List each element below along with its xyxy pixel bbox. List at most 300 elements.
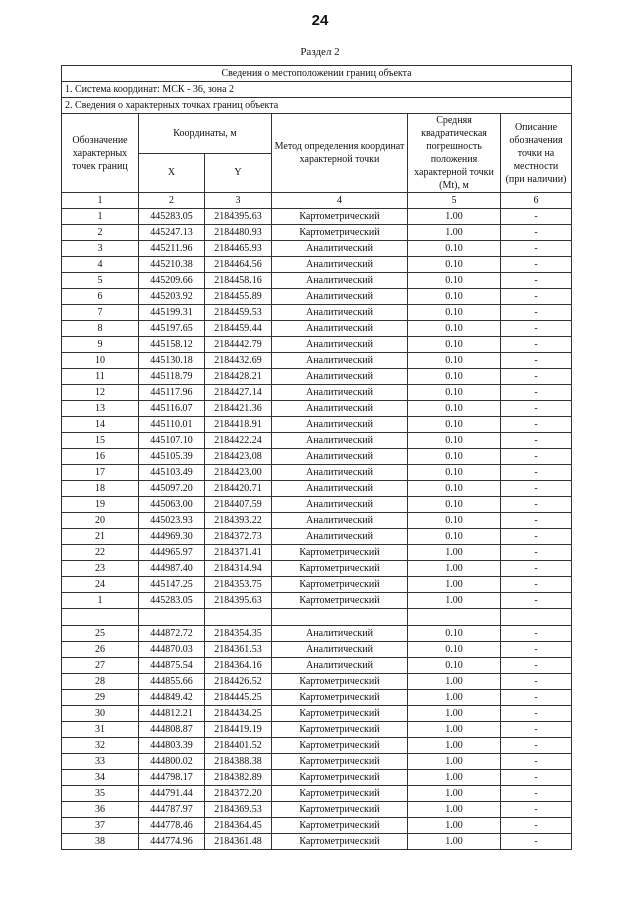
cell-error: 1.00	[408, 577, 501, 593]
cell-method: Аналитический	[272, 449, 408, 465]
cell-error: 0.10	[408, 626, 501, 642]
cell-coord-y: 2184393.22	[205, 513, 272, 529]
cell-point-id: 25	[62, 626, 139, 642]
cell-description: -	[501, 401, 572, 417]
cell-coord-x: 444870.03	[139, 642, 205, 658]
cell-error: 1.00	[408, 722, 501, 738]
cell-coord-y: 2184361.53	[205, 642, 272, 658]
cell-coord-x: 445118.79	[139, 369, 205, 385]
cell-coord-x: 445130.18	[139, 353, 205, 369]
cell-error: 1.00	[408, 209, 501, 225]
cell-coord-y: 2184388.38	[205, 754, 272, 770]
cell-point-id: 36	[62, 802, 139, 818]
table-row	[62, 818, 572, 834]
cell-method: Картометрический	[272, 802, 408, 818]
cell-description: -	[501, 353, 572, 369]
cell-coord-x: 444791.44	[139, 786, 205, 802]
cell-coord-x: 445283.05	[139, 209, 205, 225]
cell-error: 0.10	[408, 513, 501, 529]
cell-description: -	[501, 241, 572, 257]
cell-point-id: 23	[62, 561, 139, 577]
cell-description: -	[501, 690, 572, 706]
cell-point-id: 4	[62, 257, 139, 273]
cell-coord-x: 444987.40	[139, 561, 205, 577]
cell-coord-x: 444969.30	[139, 529, 205, 545]
table-row	[62, 577, 572, 593]
table-row	[62, 209, 572, 225]
cell-error: 0.10	[408, 289, 501, 305]
cell-description: -	[501, 529, 572, 545]
table-row	[62, 417, 572, 433]
cell-error: 0.10	[408, 481, 501, 497]
cell-point-id: 7	[62, 305, 139, 321]
table-row	[62, 626, 572, 642]
table-row	[62, 305, 572, 321]
cell-method: Аналитический	[272, 497, 408, 513]
page-number: 24	[311, 12, 329, 29]
cell-point-id: 37	[62, 818, 139, 834]
cell-error: 0.10	[408, 321, 501, 337]
cell-point-id: 5	[62, 273, 139, 289]
cell-coord-x: 445147.25	[139, 577, 205, 593]
cell-method: Картометрический	[272, 706, 408, 722]
column-number-row	[62, 193, 572, 209]
cell-coord-x: 445117.96	[139, 385, 205, 401]
cell-coord-x	[139, 609, 205, 626]
cell-method: Аналитический	[272, 465, 408, 481]
cell-coord-x: 445283.05	[139, 593, 205, 609]
cell-point-id	[62, 609, 139, 626]
cell-description: -	[501, 433, 572, 449]
table-row	[62, 738, 572, 754]
cell-coord-y: 2184423.08	[205, 449, 272, 465]
coordinate-system: 1. Система координат: МСК - 36, зона 2	[62, 82, 572, 98]
cell-coord-y: 2184395.63	[205, 593, 272, 609]
table-row	[62, 786, 572, 802]
cell-coord-x: 444778.46	[139, 818, 205, 834]
cell-coord-y: 2184314.94	[205, 561, 272, 577]
cell-point-id: 26	[62, 642, 139, 658]
cell-error: 1.00	[408, 738, 501, 754]
cell-error: 1.00	[408, 690, 501, 706]
cell-coord-x: 445110.01	[139, 417, 205, 433]
cell-error: 1.00	[408, 802, 501, 818]
cell-method: Картометрический	[272, 209, 408, 225]
cell-description: -	[501, 305, 572, 321]
cell-point-id: 11	[62, 369, 139, 385]
cell-coord-y: 2184418.91	[205, 417, 272, 433]
cell-coord-y: 2184455.89	[205, 289, 272, 305]
cell-point-id: 16	[62, 449, 139, 465]
cell-coord-y: 2184371.41	[205, 545, 272, 561]
cell-point-id: 17	[62, 465, 139, 481]
cell-point-id: 28	[62, 674, 139, 690]
cell-coord-y: 2184421.36	[205, 401, 272, 417]
cell-coord-x: 444808.87	[139, 722, 205, 738]
cell-error: 0.10	[408, 257, 501, 273]
cell-error: 0.10	[408, 642, 501, 658]
table-row	[62, 609, 572, 626]
table-row	[62, 802, 572, 818]
cell-method: Аналитический	[272, 369, 408, 385]
cell-point-id: 30	[62, 706, 139, 722]
cell-error: 0.10	[408, 305, 501, 321]
cell-error: 0.10	[408, 449, 501, 465]
cell-point-id: 12	[62, 385, 139, 401]
cell-coord-x: 445063.00	[139, 497, 205, 513]
cell-coord-x: 445210.38	[139, 257, 205, 273]
cell-coord-x: 445209.66	[139, 273, 205, 289]
cell-error: 0.10	[408, 465, 501, 481]
cell-description: -	[501, 561, 572, 577]
cell-description: -	[501, 337, 572, 353]
cell-coord-y: 2184434.25	[205, 706, 272, 722]
cell-description: -	[501, 802, 572, 818]
cell-description: -	[501, 225, 572, 241]
cell-method: Аналитический	[272, 305, 408, 321]
column-number: 5	[408, 193, 501, 209]
cell-coord-y: 2184428.21	[205, 369, 272, 385]
table-row	[62, 481, 572, 497]
table-row	[62, 241, 572, 257]
table-row	[62, 754, 572, 770]
cell-method: Аналитический	[272, 417, 408, 433]
cell-coord-y: 2184364.45	[205, 818, 272, 834]
cell-method: Аналитический	[272, 257, 408, 273]
cell-point-id: 18	[62, 481, 139, 497]
cell-method: Аналитический	[272, 337, 408, 353]
cell-error: 1.00	[408, 818, 501, 834]
cell-description: -	[501, 593, 572, 609]
cell-point-id: 6	[62, 289, 139, 305]
table-row	[62, 658, 572, 674]
table-row	[62, 593, 572, 609]
cell-point-id: 9	[62, 337, 139, 353]
cell-description: -	[501, 626, 572, 642]
cell-coord-y	[205, 609, 272, 626]
cell-coord-y: 2184427.14	[205, 385, 272, 401]
cell-method: Картометрический	[272, 786, 408, 802]
cell-coord-y: 2184432.69	[205, 353, 272, 369]
cell-point-id: 19	[62, 497, 139, 513]
cell-point-id: 31	[62, 722, 139, 738]
cell-method: Аналитический	[272, 321, 408, 337]
cell-coord-y: 2184361.48	[205, 834, 272, 850]
table-row	[62, 369, 572, 385]
cell-coord-y: 2184464.56	[205, 257, 272, 273]
cell-coord-y: 2184445.25	[205, 690, 272, 706]
column-number: 6	[501, 193, 572, 209]
cell-method: Картометрический	[272, 545, 408, 561]
table-row	[62, 385, 572, 401]
cell-coord-x: 445107.10	[139, 433, 205, 449]
cell-coord-y: 2184426.52	[205, 674, 272, 690]
cell-coord-y: 2184459.53	[205, 305, 272, 321]
cell-description: -	[501, 513, 572, 529]
cell-method: Картометрический	[272, 738, 408, 754]
cell-error: 0.10	[408, 497, 501, 513]
cell-description: -	[501, 369, 572, 385]
cell-error: 1.00	[408, 674, 501, 690]
header-error: Средняя квадратическая погрешность положения характерной точки (Mt), м	[408, 114, 501, 193]
table-row	[62, 834, 572, 850]
cell-error: 0.10	[408, 417, 501, 433]
cell-coord-x: 445116.07	[139, 401, 205, 417]
cell-coord-x: 444812.21	[139, 706, 205, 722]
cell-coord-y: 2184354.35	[205, 626, 272, 642]
header-method: Метод определения координат характерной точки	[272, 114, 408, 193]
cell-coord-x: 444798.17	[139, 770, 205, 786]
column-number: 3	[205, 193, 272, 209]
cell-description: -	[501, 481, 572, 497]
cell-coord-y: 2184459.44	[205, 321, 272, 337]
cell-description	[501, 609, 572, 626]
cell-method: Картометрический	[272, 818, 408, 834]
cell-description: -	[501, 209, 572, 225]
cell-method: Картометрический	[272, 577, 408, 593]
cell-coord-x: 444872.72	[139, 626, 205, 642]
cell-error: 0.10	[408, 385, 501, 401]
cell-coord-x: 444800.02	[139, 754, 205, 770]
table-row	[62, 321, 572, 337]
table-row	[62, 674, 572, 690]
cell-coord-x: 445197.65	[139, 321, 205, 337]
cell-point-id: 1	[62, 593, 139, 609]
cell-point-id: 32	[62, 738, 139, 754]
cell-point-id: 29	[62, 690, 139, 706]
cell-point-id: 34	[62, 770, 139, 786]
cell-method: Аналитический	[272, 626, 408, 642]
cell-method: Аналитический	[272, 433, 408, 449]
table-row	[62, 529, 572, 545]
cell-coord-x: 445158.12	[139, 337, 205, 353]
table-row	[62, 289, 572, 305]
cell-point-id: 27	[62, 658, 139, 674]
cell-description: -	[501, 834, 572, 850]
table-row	[62, 706, 572, 722]
cell-method: Картометрический	[272, 593, 408, 609]
table-title: Сведения о местоположении границ объекта	[62, 66, 572, 82]
table-row	[62, 722, 572, 738]
cell-point-id: 3	[62, 241, 139, 257]
cell-error: 1.00	[408, 770, 501, 786]
cell-coord-x: 445247.13	[139, 225, 205, 241]
cell-description: -	[501, 385, 572, 401]
cell-description: -	[501, 786, 572, 802]
cell-point-id: 10	[62, 353, 139, 369]
cell-coord-x: 444849.42	[139, 690, 205, 706]
cell-coord-x: 444875.54	[139, 658, 205, 674]
cell-coord-x: 445203.92	[139, 289, 205, 305]
cell-error: 0.10	[408, 337, 501, 353]
cell-coord-y: 2184480.93	[205, 225, 272, 241]
table-row	[62, 770, 572, 786]
cell-error: 0.10	[408, 433, 501, 449]
cell-coord-x: 445105.39	[139, 449, 205, 465]
cell-description: -	[501, 449, 572, 465]
cell-error: 1.00	[408, 545, 501, 561]
points-heading: 2. Сведения о характерных точках границ объекта	[62, 98, 572, 114]
cell-method	[272, 609, 408, 626]
cell-description: -	[501, 257, 572, 273]
cell-description: -	[501, 289, 572, 305]
cell-description: -	[501, 770, 572, 786]
cell-point-id: 33	[62, 754, 139, 770]
cell-error	[408, 609, 501, 626]
cell-method: Аналитический	[272, 658, 408, 674]
table-row	[62, 353, 572, 369]
table-row	[62, 433, 572, 449]
cell-method: Картометрический	[272, 674, 408, 690]
cell-error: 1.00	[408, 225, 501, 241]
cell-method: Аналитический	[272, 273, 408, 289]
table-row	[62, 545, 572, 561]
cell-error: 1.00	[408, 561, 501, 577]
cell-description: -	[501, 545, 572, 561]
cell-method: Картометрический	[272, 770, 408, 786]
cell-error: 1.00	[408, 754, 501, 770]
table-row	[62, 497, 572, 513]
cell-description: -	[501, 722, 572, 738]
cell-description: -	[501, 658, 572, 674]
column-number: 4	[272, 193, 408, 209]
cell-error: 0.10	[408, 273, 501, 289]
table-row	[62, 337, 572, 353]
cell-description: -	[501, 497, 572, 513]
cell-method: Картометрический	[272, 754, 408, 770]
cell-error: 1.00	[408, 706, 501, 722]
cell-description: -	[501, 706, 572, 722]
cell-coord-y: 2184419.19	[205, 722, 272, 738]
header-designation: Обозначение характерных точек границ	[62, 114, 139, 193]
table-row	[62, 225, 572, 241]
cell-coord-x: 444965.97	[139, 545, 205, 561]
cell-coord-y: 2184407.59	[205, 497, 272, 513]
cell-method: Аналитический	[272, 481, 408, 497]
cell-error: 0.10	[408, 401, 501, 417]
cell-coord-y: 2184395.63	[205, 209, 272, 225]
cell-point-id: 1	[62, 209, 139, 225]
table-row	[62, 513, 572, 529]
cell-point-id: 14	[62, 417, 139, 433]
cell-description: -	[501, 577, 572, 593]
cell-coord-y: 2184364.16	[205, 658, 272, 674]
cell-description: -	[501, 642, 572, 658]
cell-method: Аналитический	[272, 401, 408, 417]
cell-error: 0.10	[408, 658, 501, 674]
cell-coord-x: 444774.96	[139, 834, 205, 850]
cell-coord-x: 445023.93	[139, 513, 205, 529]
table-row	[62, 465, 572, 481]
table-row	[62, 257, 572, 273]
cell-method: Аналитический	[272, 642, 408, 658]
cell-coord-y: 2184401.52	[205, 738, 272, 754]
cell-method: Картометрический	[272, 225, 408, 241]
section-label: Раздел 2	[300, 46, 340, 58]
cell-coord-y: 2184382.89	[205, 770, 272, 786]
cell-description: -	[501, 738, 572, 754]
cell-error: 0.10	[408, 529, 501, 545]
cell-point-id: 38	[62, 834, 139, 850]
cell-description: -	[501, 674, 572, 690]
cell-description: -	[501, 321, 572, 337]
cell-error: 1.00	[408, 593, 501, 609]
cell-method: Аналитический	[272, 513, 408, 529]
cell-description: -	[501, 754, 572, 770]
cell-point-id: 2	[62, 225, 139, 241]
header-x: X	[139, 153, 205, 193]
header-y: Y	[205, 153, 272, 193]
cell-point-id: 8	[62, 321, 139, 337]
cell-point-id: 15	[62, 433, 139, 449]
cell-coord-y: 2184353.75	[205, 577, 272, 593]
cell-point-id: 22	[62, 545, 139, 561]
cell-error: 1.00	[408, 834, 501, 850]
cell-method: Аналитический	[272, 529, 408, 545]
header-coordinates: Координаты, м	[139, 114, 272, 154]
cell-coord-y: 2184423.00	[205, 465, 272, 481]
cell-method: Аналитический	[272, 353, 408, 369]
cell-coord-x: 445097.20	[139, 481, 205, 497]
cell-error: 0.10	[408, 241, 501, 257]
cell-coord-x: 444803.39	[139, 738, 205, 754]
table-row	[62, 273, 572, 289]
cell-method: Картометрический	[272, 834, 408, 850]
cell-coord-x: 445211.96	[139, 241, 205, 257]
cell-description: -	[501, 465, 572, 481]
cell-coord-y: 2184369.53	[205, 802, 272, 818]
table-row	[62, 642, 572, 658]
cell-coord-x: 445199.31	[139, 305, 205, 321]
table-row	[62, 561, 572, 577]
cell-point-id: 21	[62, 529, 139, 545]
table-row	[62, 449, 572, 465]
cell-coord-y: 2184442.79	[205, 337, 272, 353]
cell-point-id: 24	[62, 577, 139, 593]
boundary-points-table	[61, 65, 572, 850]
cell-coord-y: 2184422.24	[205, 433, 272, 449]
cell-coord-y: 2184458.16	[205, 273, 272, 289]
cell-description: -	[501, 273, 572, 289]
cell-coord-y: 2184420.71	[205, 481, 272, 497]
cell-description: -	[501, 818, 572, 834]
table-row	[62, 401, 572, 417]
cell-description: -	[501, 417, 572, 433]
cell-method: Картометрический	[272, 722, 408, 738]
cell-error: 0.10	[408, 353, 501, 369]
cell-method: Картометрический	[272, 561, 408, 577]
header-description: Описание обозначения точки на местности (при наличии)	[501, 114, 572, 193]
column-number: 1	[62, 193, 139, 209]
cell-coord-y: 2184372.73	[205, 529, 272, 545]
cell-error: 1.00	[408, 786, 501, 802]
cell-method: Аналитический	[272, 289, 408, 305]
column-number: 2	[139, 193, 205, 209]
cell-method: Картометрический	[272, 690, 408, 706]
cell-point-id: 20	[62, 513, 139, 529]
cell-point-id: 13	[62, 401, 139, 417]
table-row	[62, 690, 572, 706]
cell-error: 0.10	[408, 369, 501, 385]
cell-method: Аналитический	[272, 241, 408, 257]
cell-coord-y: 2184465.93	[205, 241, 272, 257]
cell-point-id: 35	[62, 786, 139, 802]
cell-method: Аналитический	[272, 385, 408, 401]
cell-coord-x: 444855.66	[139, 674, 205, 690]
cell-coord-x: 444787.97	[139, 802, 205, 818]
cell-coord-x: 445103.49	[139, 465, 205, 481]
cell-coord-y: 2184372.20	[205, 786, 272, 802]
